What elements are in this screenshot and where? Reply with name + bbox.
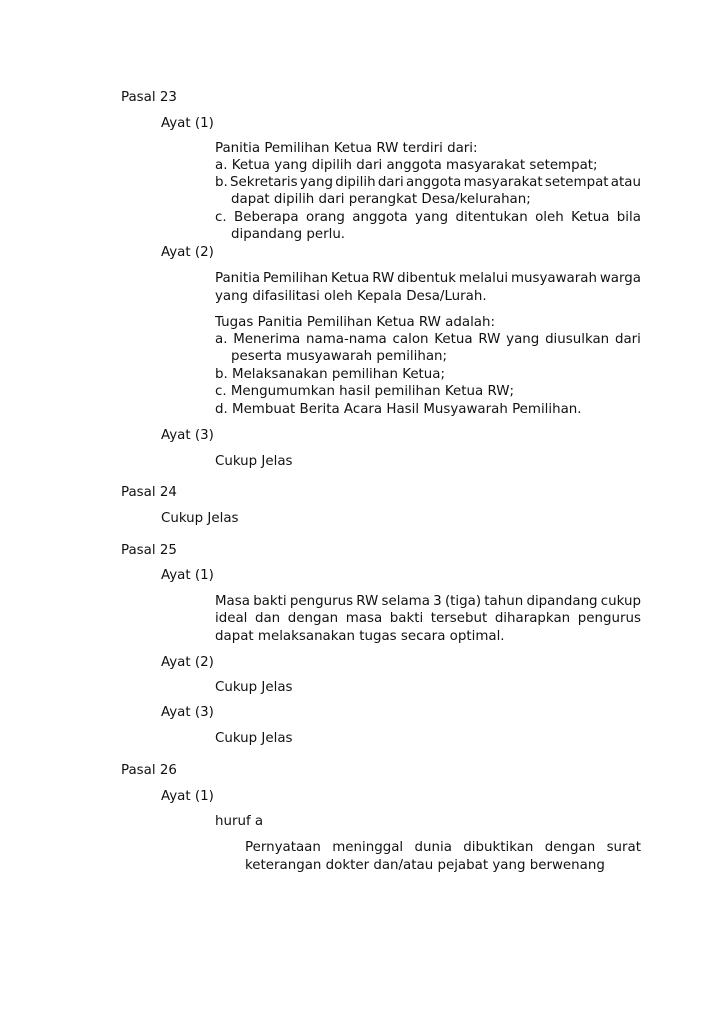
pasal-23-ayat-2-item-d: d. Membuat Berita Acara Hasil Musyawarah Pemilihan. [215, 402, 582, 417]
pasal-25-ayat-2-label: Ayat (2) [161, 655, 214, 670]
pasal-23-ayat-3-label: Ayat (3) [161, 428, 214, 443]
pasal-24-title: Pasal 24 [121, 485, 177, 500]
pasal-25-ayat-1-line-2: ideal dan dengan masa bakti tersebut diharapkan pengurus [215, 611, 641, 626]
pasal-25-ayat-1-line-1: Masa bakti pengurus RW selama 3 (tiga) tahun dipandang cukup [215, 594, 641, 609]
pasal-26-ayat-1-label: Ayat (1) [161, 789, 214, 804]
pasal-23-ayat-1-item-c-line-2: dipandang perlu. [231, 227, 346, 242]
pasal-23-ayat-2-para-1-line-2: yang difasilitasi oleh Kepala Desa/Lurah. [215, 289, 487, 304]
pasal-23-ayat-1-item-a: a. Ketua yang dipilih dari anggota masyarakat setempat; [215, 158, 598, 173]
pasal-23-ayat-1-item-c-line-1: c. Beberapa orang anggota yang ditentukan oleh Ketua bila [215, 210, 641, 225]
pasal-23-ayat-2-label: Ayat (2) [161, 245, 214, 260]
pasal-23-ayat-3-text: Cukup Jelas [215, 454, 293, 469]
pasal-26-huruf-a: huruf a [215, 814, 264, 829]
pasal-23-ayat-2-item-b: b. Melaksanakan pemilihan Ketua; [215, 367, 446, 382]
pasal-25-ayat-1-label: Ayat (1) [161, 568, 214, 583]
pasal-25-ayat-1-line-3: dapat melaksanakan tugas secara optimal. [215, 629, 505, 644]
pasal-23-ayat-2-para-2-intro: Tugas Panitia Pemilihan Ketua RW adalah: [215, 315, 496, 330]
pasal-25-ayat-3-text: Cukup Jelas [215, 731, 293, 746]
pasal-26-huruf-a-line-1: Pernyataan meninggal dunia dibuktikan dengan surat [245, 840, 641, 855]
pasal-23-ayat-2-item-c: c. Mengumumkan hasil pemilihan Ketua RW; [215, 384, 514, 399]
pasal-25-ayat-2-text: Cukup Jelas [215, 680, 293, 695]
pasal-23-ayat-1-item-b-line-2: dapat dipilih dari perangkat Desa/kelurahan; [231, 192, 531, 207]
pasal-23-ayat-1-intro: Panitia Pemilihan Ketua RW terdiri dari: [215, 141, 478, 156]
pasal-23-ayat-2-para-1-line-1: Panitia Pemilihan Ketua RW dibentuk melalui musyawarah warga [215, 271, 641, 286]
pasal-23-ayat-2-item-a-line-1: a. Menerima nama-nama calon Ketua RW yang diusulkan dari [215, 332, 641, 347]
pasal-25-ayat-3-label: Ayat (3) [161, 705, 214, 720]
pasal-23-ayat-1-label: Ayat (1) [161, 116, 214, 131]
pasal-25-title: Pasal 25 [121, 543, 177, 558]
pasal-24-text: Cukup Jelas [161, 511, 239, 526]
pasal-23-ayat-2-item-a-line-2: peserta musyawarah pemilihan; [231, 349, 448, 364]
pasal-26-huruf-a-line-2: keterangan dokter dan/atau pejabat yang berwenang [245, 858, 605, 873]
pasal-23-ayat-1-item-b-line-1: b. Sekretaris yang dipilih dari anggota masyarakat setempat atau [215, 175, 641, 190]
pasal-23-title: Pasal 23 [121, 90, 177, 105]
pasal-26-title: Pasal 26 [121, 763, 177, 778]
